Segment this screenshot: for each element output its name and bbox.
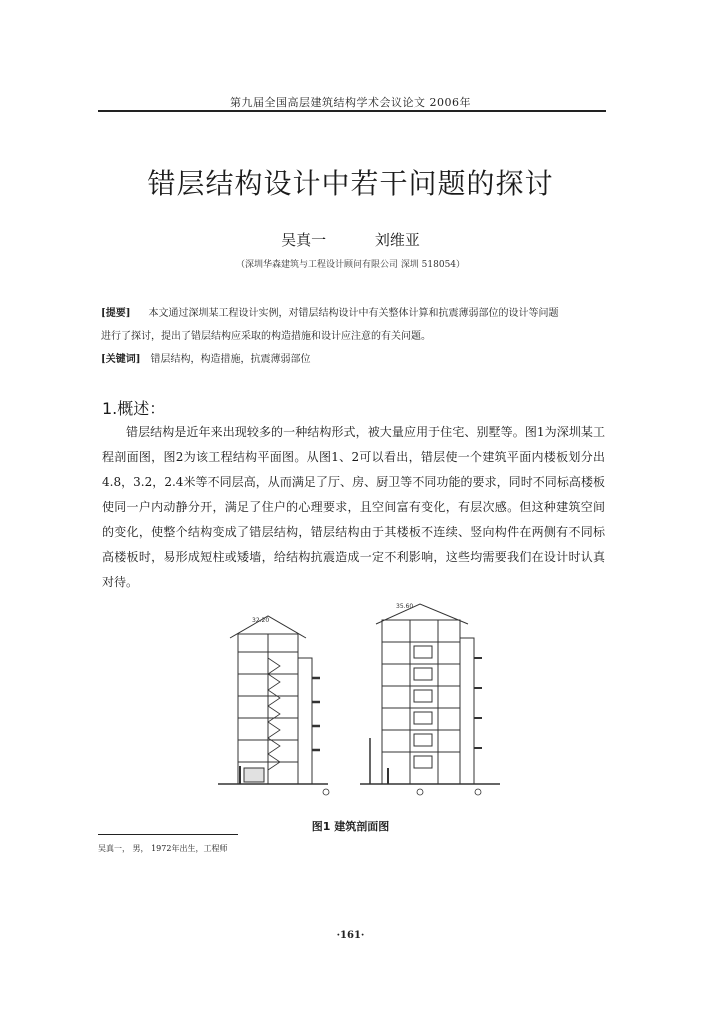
abstract-line-1: 本文通过深圳某工程设计实例，对错层结构设计中有关整体计算和抗震薄弱部位的设计等问题 bbox=[148, 308, 559, 319]
page-number: ·161· bbox=[336, 930, 365, 941]
figure-caption: 图1 建筑剖面图 bbox=[311, 820, 390, 833]
section-heading: 1.概述： bbox=[102, 399, 166, 418]
affiliation: （深圳华森建筑与工程设计顾问有限公司 深圳 518054） bbox=[235, 260, 466, 270]
keywords-text: 错层结构，构造措施，抗震薄弱部位 bbox=[150, 354, 311, 365]
running-header: 第九届全国高层建筑结构学术会议论文 2006年 bbox=[230, 96, 471, 109]
authors bbox=[0, 229, 701, 250]
body-paragraph-block bbox=[102, 420, 605, 595]
abstract-line-2: 进行了探讨，提出了错层结构应采取的构造措施和设计应注意的有关问题。 bbox=[101, 331, 431, 342]
paper-title: 错层结构设计中若干问题的探讨 bbox=[147, 167, 554, 200]
building-section-figure bbox=[210, 598, 510, 798]
keywords-label: [关键词] bbox=[101, 354, 141, 365]
body-paragraph: 错层结构是近年来出现较多的一种结构形式，被大量应用于住宅、别墅等。图1为深圳某工程剖面图，图2为该工程结构平面图。从图1、2可以看出，错层使一个建筑平面内楼板划分出4.8，3.2，2.4米等不同层高，从而满足了厅、房、厨卫等不同功能的要求，同时不同标高楼板使同一户内动静分开，满足了住户的心理要求，且空间富有变化，有层次感。但这种建筑空间的变化，使整个结构变成了错层结构，错层结构由于其楼板不连续、竖向构件在两侧有不同标高楼板时，易形成短柱或矮墙，给结构抗震造成一定不利影响，这些均需要我们在设计时认真对待。 bbox=[102, 425, 605, 589]
keywords bbox=[101, 350, 310, 365]
footnote-rule bbox=[98, 834, 238, 835]
abstract bbox=[101, 302, 606, 348]
author-2: 刘维亚 bbox=[374, 231, 420, 249]
abstract-label: [提要] bbox=[101, 308, 131, 319]
right-section-drawing bbox=[360, 604, 500, 784]
left-elevation-label: 32.20 bbox=[252, 617, 270, 624]
left-section-drawing bbox=[218, 616, 328, 784]
right-elevation-label: 35.60 bbox=[396, 603, 414, 610]
footnote: 吴真一， 男， 1972年出生，工程师 bbox=[98, 844, 228, 853]
header-rule bbox=[98, 110, 606, 112]
author-1: 吴真一 bbox=[281, 231, 327, 249]
